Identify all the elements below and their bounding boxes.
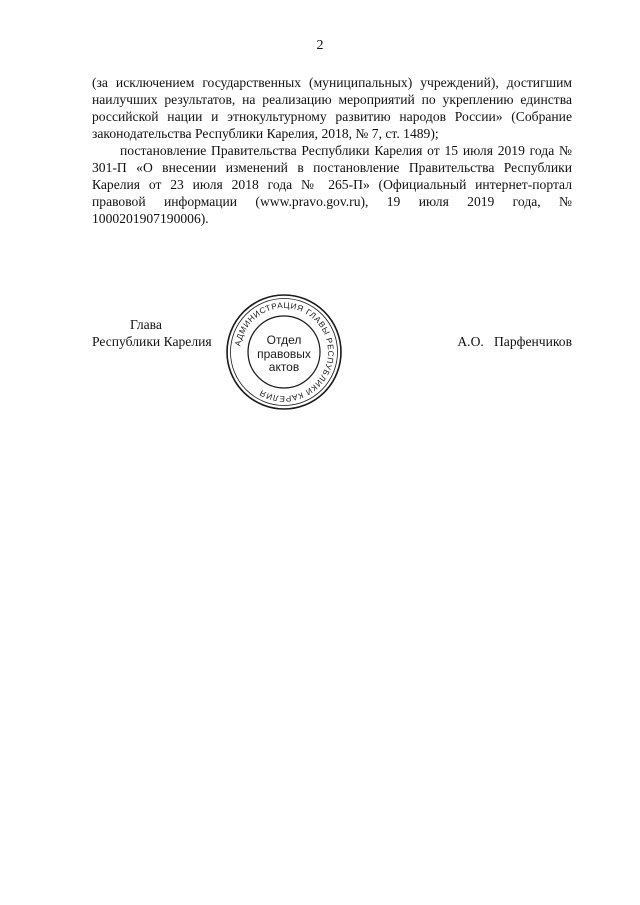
page-number: 2 — [316, 38, 324, 53]
paragraph-continuation: (за исключением государственных (муниципальных) учреждений), достигшим наилучших результатов, на реализацию мероприятий по укреплению единства российской нации и этнокультурному развитию народов России» (Собрание законодательства Республики Карелия, 2018, № 7, ст. 1489); — [92, 75, 572, 141]
stamp-inner-line1: Отдел — [266, 333, 302, 347]
stamp-inner-line3: актов — [268, 360, 300, 374]
signatory-title-line1: Глава — [130, 317, 162, 332]
signatory-title-line2: Республики Карелия — [92, 334, 212, 349]
signature-block — [0, 300, 640, 414]
signatory-name: А.О. Парфенчиков — [457, 334, 572, 349]
official-stamp — [224, 292, 344, 412]
stamp-seal-graphic — [224, 292, 344, 412]
paragraph-resolution: постановление Правительства Республики Карелия от 15 июля 2019 года № 301-П «О внесении изменений в постановление Правительства Республики Карелия от 23 июля 2018 года № 265-П» (Официальный интернет-портал правовой информации (www.pravo.gov.ru), 19 июля 2019 года, № 1000201907190006). — [92, 143, 572, 226]
stamp-ring-text: АДМИНИСТРАЦИЯ ГЛАВЫ РЕСПУБЛИКИ КАРЕЛИЯ — [233, 300, 336, 404]
stamp-inner-line2: правовых — [257, 347, 311, 361]
document-body — [92, 74, 572, 227]
signatory-title — [92, 316, 222, 350]
